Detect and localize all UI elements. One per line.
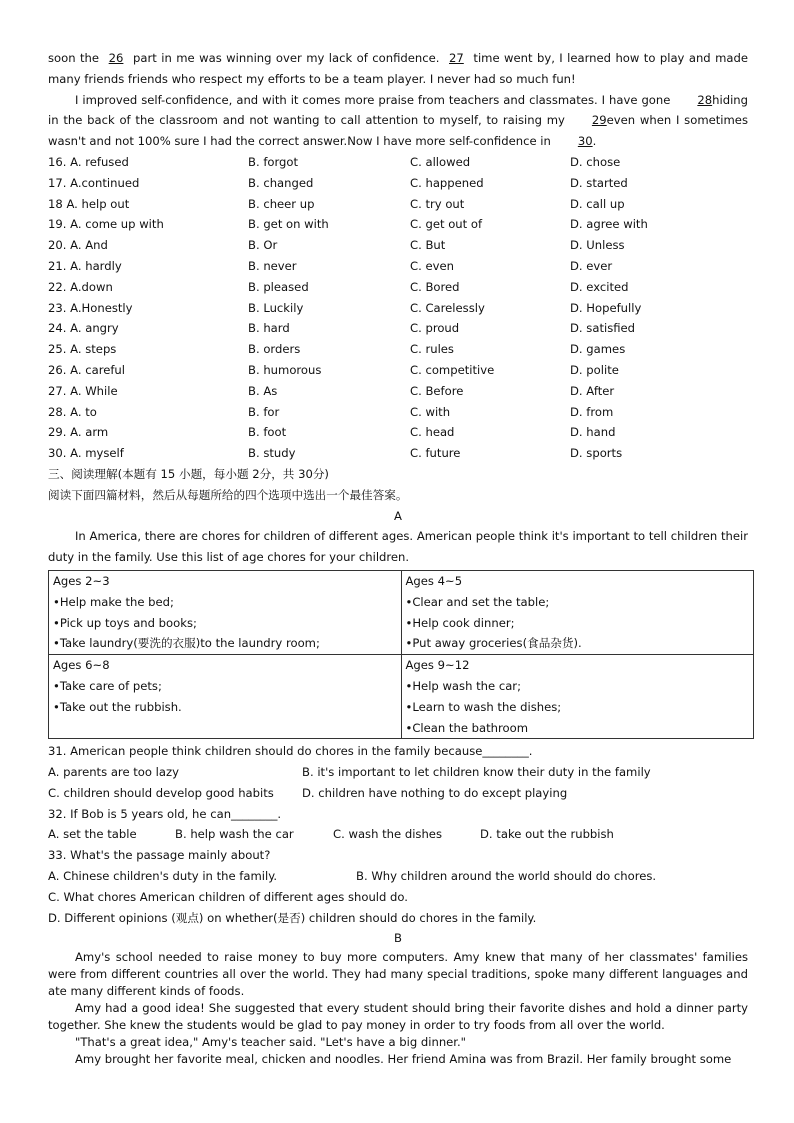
option-row-19 <box>48 214 748 235</box>
option-b: B. pleased <box>248 279 309 294</box>
option-row-17 <box>48 173 748 194</box>
passage-paragraph-2 <box>48 90 748 152</box>
question-32: 32. If Bob is 5 years old, he can________. <box>48 806 282 821</box>
option-d: D. take out the rubbish <box>480 827 614 842</box>
question-33-options-row <box>48 866 748 887</box>
option-a: 16. A. refused <box>48 154 129 169</box>
option-a: 23. A.Honestly <box>48 300 133 315</box>
option-c: C. competitive <box>410 362 495 377</box>
text-run: soon the <box>48 51 100 65</box>
chore-item: •Help wash the car; <box>405 678 521 693</box>
table-row <box>49 570 754 654</box>
text-run: I improved self-confidence, and with it comes more praise from teachers and classmates. I have gone <box>75 92 671 107</box>
passage-a-intro: In America, there are chores for children of different ages. American people think it's important to tell children their duty in the family. Use this list of age chores for your children. <box>48 529 748 565</box>
option-c: C. Before <box>410 383 464 398</box>
section-heading: 三、阅读理解(本题有 15 小题，每小题 2分，共 30分) <box>48 466 329 481</box>
option-c: C. children should develop good habits <box>48 785 274 800</box>
table-cell <box>401 570 754 654</box>
exam-page <box>48 48 748 1068</box>
section-instruction: 阅读下面四篇材料，然后从每题所给的四个选项中选出一个最佳答案。 <box>48 487 408 502</box>
option-c: C. rules <box>410 342 454 357</box>
question-31-options-row <box>48 783 748 804</box>
option-a: 28. A. to <box>48 404 97 419</box>
option-row-26 <box>48 360 748 381</box>
option-row-18 <box>48 194 748 215</box>
option-d: D. Hopefully <box>570 300 642 315</box>
option-a: 29. A. arm <box>48 425 109 440</box>
chore-item: •Take care of pets; <box>53 678 162 693</box>
option-c: C. allowed <box>410 154 471 169</box>
table-cell <box>401 655 754 739</box>
chores-table <box>48 570 754 739</box>
option-c: C. head <box>410 425 455 440</box>
passage-paragraph-1 <box>48 48 748 90</box>
option-c: C. Bored <box>410 279 460 294</box>
blank-29: 29 <box>591 113 607 128</box>
passage-paragraph: Amy's school needed to raise money to buy more computers. Amy knew that many of her classmates' families were from different countries all over the world. They had many special traditions, spoke many different languages and ate many different kinds of foods. <box>48 950 748 999</box>
table-row <box>49 655 754 739</box>
option-b: B. Luckily <box>248 300 304 315</box>
chore-item: •Put away groceries(食品杂货). <box>405 636 582 651</box>
question-31: 31. American people think children should do chores in the family because________. <box>48 744 533 759</box>
age-title: Ages 2~3 <box>53 573 110 588</box>
option-row-21 <box>48 256 748 277</box>
option-d: D. hand <box>570 425 616 440</box>
age-title: Ages 4~5 <box>405 573 463 588</box>
option-d: D. polite <box>570 362 619 377</box>
option-b: B. get on with <box>248 217 329 232</box>
option-b: B. foot <box>248 425 287 440</box>
option-row-27 <box>48 381 748 402</box>
option-a: 17. A.continued <box>48 175 140 190</box>
option-row-29 <box>48 422 748 443</box>
age-title: Ages 6~8 <box>53 658 110 673</box>
option-b: B. orders <box>248 342 301 357</box>
option-a: A. Chinese children's duty in the family. <box>48 869 278 884</box>
passage-paragraph: Amy brought her favorite meal, chicken and noodles. Her friend Amina was from Brazil. Her family brought some <box>75 1052 732 1067</box>
blank-27: 27 <box>449 51 464 65</box>
cloze-options <box>48 152 748 464</box>
passage-b-label: B <box>394 931 402 946</box>
option-d: D. started <box>570 175 628 190</box>
text-run: time went by, I learned how to play and made many friends friends who respect my efforts to be a team player. I never had so much fun! <box>48 51 748 86</box>
chore-item: •Learn to wash the dishes; <box>405 699 562 714</box>
option-b: B. never <box>248 258 297 273</box>
option-a: 19. A. come up with <box>48 217 164 232</box>
passage-b-body <box>48 949 748 1068</box>
chore-item: •Take out the rubbish. <box>53 699 182 714</box>
option-d: D. chose <box>570 154 621 169</box>
question-32-options <box>48 824 748 845</box>
option-a: 21. A. hardly <box>48 258 122 273</box>
chore-item: •Pick up toys and books; <box>53 615 197 630</box>
option-row-30 <box>48 443 748 464</box>
option-d: D. games <box>570 342 626 357</box>
option-b: B. changed <box>248 175 314 190</box>
blank-28: 28 <box>697 92 713 107</box>
option-row-25 <box>48 339 748 360</box>
option-row-20 <box>48 235 748 256</box>
option-d: D. children have nothing to do except playing <box>302 785 568 800</box>
option-b: B. forgot <box>248 154 299 169</box>
option-c: C. happened <box>410 175 484 190</box>
table-cell <box>49 655 402 739</box>
option-c: C. But <box>410 238 446 253</box>
chore-item: •Help make the bed; <box>53 594 174 609</box>
chore-item: •Clean the bathroom <box>405 720 528 735</box>
option-b: B. it's important to let children know their duty in the family <box>302 765 651 780</box>
option-d: D. from <box>570 404 614 419</box>
option-d: D. Unless <box>570 238 625 253</box>
option-b: B. study <box>248 446 296 461</box>
chore-item: •Help cook dinner; <box>405 615 515 630</box>
option-c: C. Carelessly <box>410 300 485 315</box>
option-c: C. wash the dishes <box>333 827 442 842</box>
option-a: A. parents are too lazy <box>48 765 179 780</box>
option-c: C. get out of <box>410 217 483 232</box>
option-a: 20. A. And <box>48 238 108 253</box>
option-c: C. even <box>410 258 454 273</box>
option-b: B. humorous <box>248 362 322 377</box>
option-d: D. Different opinions (观点) on whether(是否) children should do chores in the family. <box>48 910 537 925</box>
age-title: Ages 9~12 <box>405 658 470 673</box>
option-a: 27. A. While <box>48 383 118 398</box>
passage-paragraph: "That's a great idea," Amy's teacher said. "Let's have a big dinner." <box>75 1035 467 1050</box>
option-c: C. with <box>410 404 451 419</box>
option-d: D. After <box>570 383 615 398</box>
option-d: D. call up <box>570 196 625 211</box>
option-c: C. try out <box>410 196 465 211</box>
option-row-22 <box>48 277 748 298</box>
text-run: . <box>592 134 597 149</box>
option-d: D. excited <box>570 279 629 294</box>
option-a: 30. A. myself <box>48 446 124 461</box>
option-d: D. ever <box>570 258 613 273</box>
option-a: 26. A. careful <box>48 362 125 377</box>
table-cell <box>49 570 402 654</box>
option-b: B. cheer up <box>248 196 315 211</box>
option-d: D. sports <box>570 446 623 461</box>
chore-item: •Clear and set the table; <box>405 594 550 609</box>
question-33: 33. What's the passage mainly about? <box>48 848 271 863</box>
option-a: 18 A. help out <box>48 196 130 211</box>
option-row-28 <box>48 402 748 423</box>
option-a: 22. A.down <box>48 279 113 294</box>
chore-item: •Take laundry(要洗的衣服)to the laundry room; <box>53 636 320 651</box>
text-run: part in me was winning over my lack of confidence. <box>133 51 440 65</box>
blank-30: 30 <box>577 134 593 149</box>
passage-paragraph: Amy had a good idea! She suggested that every student should bring their favorite dishes and hold a dinner party together. She knew the students would be glad to pay money in order to try foods from all over the world. <box>48 1001 748 1033</box>
option-b: B. help wash the car <box>175 827 294 842</box>
option-b: B. Or <box>248 238 278 253</box>
option-row-24 <box>48 318 748 339</box>
text-run: hiding in the back of the classroom and not wanting to call attention to myself, to raising my <box>48 92 748 128</box>
option-b: B. for <box>248 404 280 419</box>
option-row-16 <box>48 152 748 173</box>
option-d: D. agree with <box>570 217 648 232</box>
option-a: 25. A. steps <box>48 342 117 357</box>
option-c: C. What chores American children of different ages should do. <box>48 889 408 904</box>
option-a: A. set the table <box>48 827 137 842</box>
option-c: C. proud <box>410 321 460 336</box>
option-row-23 <box>48 298 748 319</box>
passage-a-label: A <box>394 508 402 523</box>
text-run: even when I sometimes wasn't and not 100% sure I had the correct answer.Now I have more self-confidence in <box>48 113 748 149</box>
option-b: B. hard <box>248 321 290 336</box>
option-a: 24. A. angry <box>48 321 119 336</box>
question-31-options-row <box>48 762 748 783</box>
option-b: B. As <box>248 383 278 398</box>
option-c: C. future <box>410 446 461 461</box>
blank-26: 26 <box>108 51 124 65</box>
option-d: D. satisfied <box>570 321 636 336</box>
option-b: B. Why children around the world should do chores. <box>356 869 657 884</box>
